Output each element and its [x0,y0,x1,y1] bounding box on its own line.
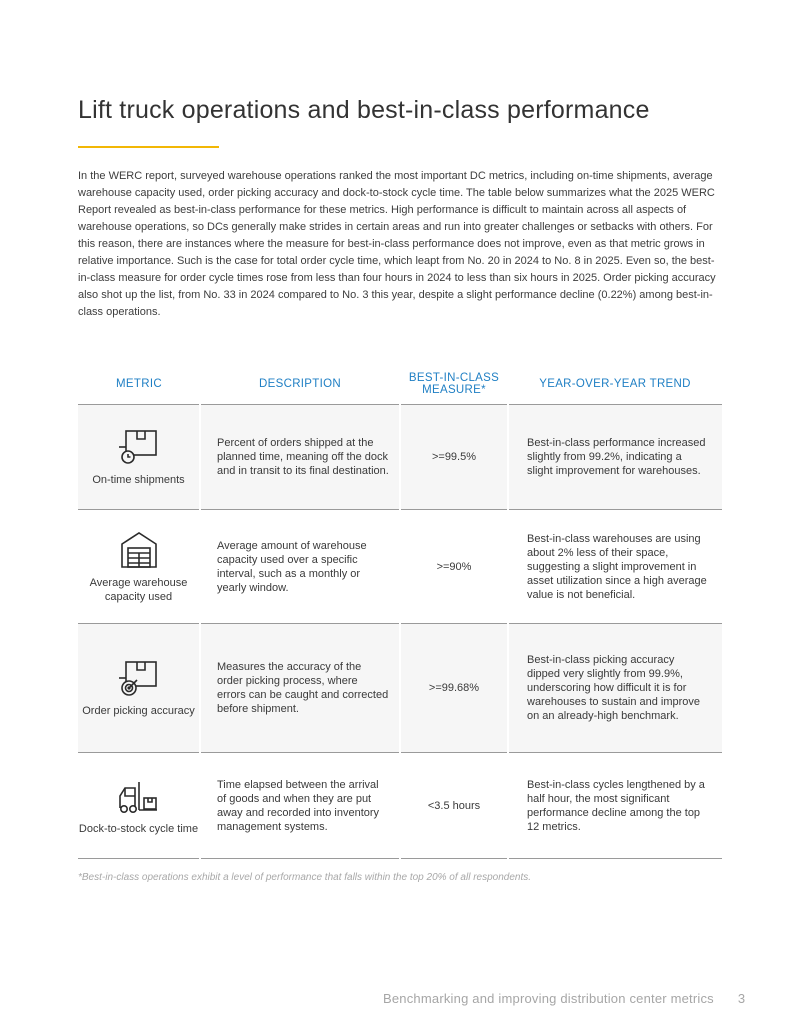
table-row [78,753,722,859]
metric-cell [78,624,200,753]
description-cell: Measures the accuracy of the order picking process, where errors can be caught and corrected before shipment. [200,624,400,753]
trend-cell: Best-in-class cycles lengthened by a half hour, the most significant performance decline among the top 12 metrics. [508,753,722,859]
intro-paragraph: In the WERC report, surveyed warehouse operations ranked the most important DC metrics, including on-time shipments, average warehouse capacity used, order picking accuracy and dock-to-stock cycle time. The table below summarizes what the 2025 WERC Report revealed as best-in-class performance for these metrics. High performance is difficult to maintain across all aspects of warehouse operations, so DCs generally make strides in certain areas and run into greater challenges or setbacks with others. For this reason, there are instances where the measure for best-in-class performance does not improve, even as that metric grows in relative importance. Such is the case for total order cycle time, which leapt from No. 20 in 2024 to No. 8 in 2025. Even so, the best-in-class measure for order cycle times rose from less than four hours in 2024 to less than six hours in 2025. Order picking accuracy also shot up the list, from No. 33 in 2024 compared to No. 3 this year, despite a slight performance decline (0.22%) among best-in-class operations. [78,170,716,318]
metric-label: Average warehouse capacity used [89,576,188,603]
page-footer [383,991,745,1006]
warehouse-icon [117,530,161,570]
measure-cell: >=90% [400,510,508,624]
metric-label: Dock-to-stock cycle time [78,822,199,835]
forklift-icon [117,776,161,816]
box-clock-icon [117,427,161,467]
table-row [78,405,722,510]
metric-cell [78,405,200,510]
page-title: Lift truck operations and best-in-class performance [78,96,650,124]
metric-cell [78,510,200,624]
table-row [78,624,722,753]
measure-cell: >=99.5% [400,405,508,510]
measure-cell: >=99.68% [400,624,508,753]
header-description: DESCRIPTION [200,364,400,405]
title-underline-rule [78,146,219,148]
description-cell: Percent of orders shipped at the planned time, meaning off the dock and in transit to its final destination. [200,405,400,510]
metric-label: On-time shipments [92,474,185,486]
table-footnote: *Best-in-class operations exhibit a level of performance that falls within the top 20% of all respondents. [78,872,532,883]
trend-cell: Best-in-class performance increased slightly from 99.2%, indicating a slight improvement for warehouses. [508,405,722,510]
metric-cell [78,753,200,859]
footer-title: Benchmarking and improving distribution center metrics [383,991,714,1006]
metric-label: Order picking accuracy [82,705,195,717]
metrics-table [78,364,722,859]
measure-cell: <3.5 hours [400,753,508,859]
box-target-icon [117,658,161,698]
table-row [78,510,722,624]
header-measure: BEST-IN-CLASS MEASURE* [400,364,508,405]
trend-cell: Best-in-class warehouses are using about 2% less of their space, suggesting a slight improvement in asset utilization since a high average value is not beneficial. [508,510,722,624]
page-number: 3 [737,991,746,1006]
trend-cell: Best-in-class picking accuracy dipped very slightly from 99.9%, underscoring how difficult it is for warehouses to sustain and improve on an already-high benchmark. [508,624,722,753]
description-cell: Time elapsed between the arrival of goods and when they are put away and recorded into inventory management systems. [200,753,400,859]
header-metric: METRIC [78,364,200,405]
header-trend: YEAR-OVER-YEAR TREND [508,364,722,405]
table-header-row [78,364,722,405]
description-cell: Average amount of warehouse capacity used over a specific interval, such as a monthly or yearly window. [200,510,400,624]
